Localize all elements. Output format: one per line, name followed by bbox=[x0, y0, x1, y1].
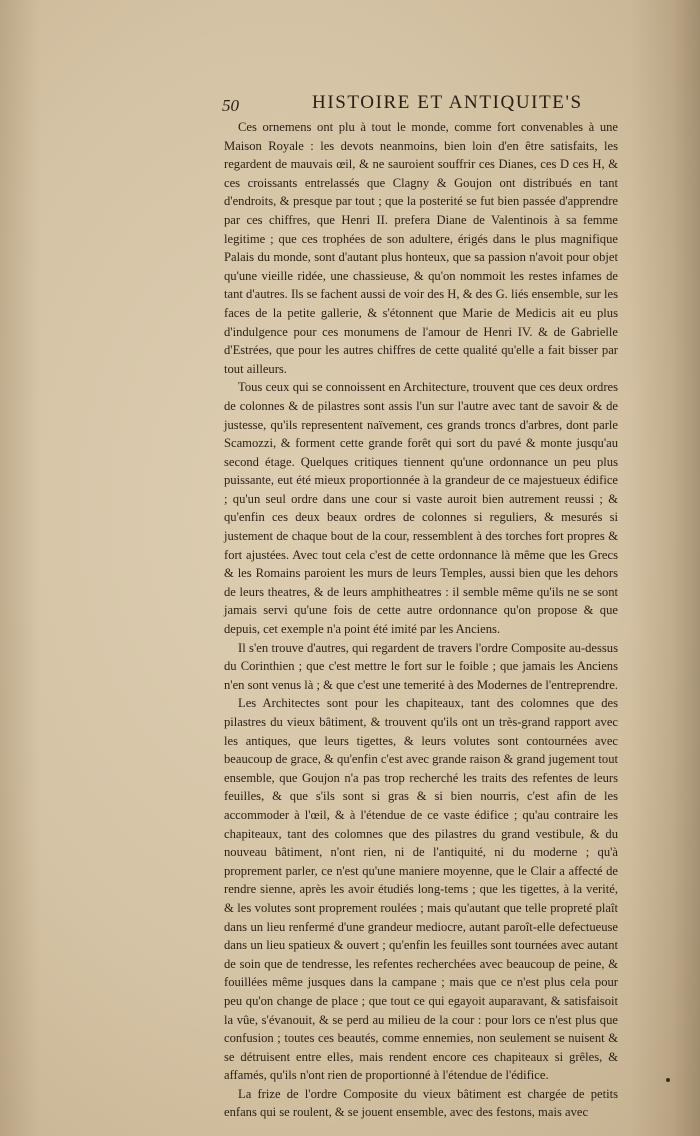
paragraph: Ces ornemens ont plu à tout le monde, comme fort convenables à une Maison Royale : les devots neanmoins, bien loin d'en être satisfaits, les regardent de mauvais œil, & ne sauroient souffrir ces Dianes, ces D ces H, & ces croissants entrelassés que Clagny & Goujon ont distribués en tant d'endroits, & presque par tout ; que la posterité se fut bien passée d'apprendre par ces chiffres, que Henri II. prefera Diane de Valentinois à sa femme legitime ; que ces trophées de son adultere, érigés dans le plus magnifique Palais du monde, sont d'autant plus honteux, que sa passion n'avoit pour objet qu'une vieille ridée, une chassieuse, & qu'on nommoit les restes infames de tant d'autres. Ils se fachent aussi de voir des H, & des G. liés ensemble, sur les faces de la petite gallerie, & s'étonnent que Marie de Medicis ait eu plus d'indulgence pour ces monumens de l'amour de Henri IV. & de Gabrielle d'Estrées, que pour les autres chiffres de cette qualité qu'elle a fait bisser par tout ailleurs. bbox=[224, 120, 618, 376]
page-number: 50 bbox=[222, 96, 239, 115]
paragraph: Tous ceux qui se connoissent en Architecture, trouvent que ces deux ordres de colonnes & de pilastres sont assis l'un sur l'autre avec tant de savoir & de justesse, qu'ils representent naïvement, ces grands troncs d'arbres, dont parle Scamozzi, & forment cette grande forêt qui sort du pavé & monte jusqu'au second étage. Quelques critiques tiennent qu'une ordonnance un peu plus puissante, eut été mieux proportionnée à la grandeur de ce majestueux édifice ; qu'un seul ordre dans une cour si vaste auroit bien autrement reussi ; & qu'enfin ces deux beaux ordres de colonnes si reguliers, & mesurés si justement de chaque bout de la cour, ressemblent à des torches fort propres & fort ajustées. Avec tout cela c'est de cette ordonnance là même que les Grecs & les Romains paroient les murs de leurs Temples, aussi bien que les dehors de leurs theatres, & de leurs amphitheatres : il semble même qu'ils ne se sont jamais servi qu'une fois de cette autre ordonnance qu'on propose & que depuis, cet exemple n'a point été imité par les Anciens. bbox=[224, 380, 618, 637]
page-header bbox=[222, 92, 612, 118]
paragraph: Les Architectes sont pour les chapiteaux, tant des colomnes que des pilastres du vieux bâtiment, & trouvent qu'ils ont un très-grand rapport avec les antiques, que leurs tigettes, & leurs volutes sont contournées avec beaucoup de grace, & qu'enfin c'est avec grande raison & grand jugement tout ensemble, que Goujon n'a pas trop recherché les traits des refentes de leurs feuilles, & que s'ils sont si gras & si bien nourris, c'est afin de les accommoder à l'œil, & à l'étendue de ce vaste édifice ; qu'au contraire les chapiteaux, tant des colomnes que des pilastres du grand vestibule, & du nouveau bâtiment, n'ont rien, ni de l'antiquité, ni du moderne ; qu'à proprement parler, ce n'est qu'une maniere moyenne, que le Clair a affecté de rendre sienne, après les avoir étudiés long-tems ; que les tigettes, à la verité, & les volutes sont proprement roulées ; mais qu'autant que telle propreté plaît dans un lieu renfermé d'une grandeur mediocre, autant paroît-elle defectueuse dans un lieu spatieux & ouvert ; qu'enfin les feuilles sont tournées avec autant de soin que de tendresse, les refentes recherchées avec beaucoup de peine, & fouillées même jusques dans la campane ; mais que ce n'est plus cela pour peu qu'on change de place ; que tout ce qui egayoit auparavant, & satisfaisoit la vûe, s'évanouit, & se perd au milieu de la cour : pour lors ce n'est plus que confusion ; toutes ces beautés, comme ennemies, non seulement se nuisent & se détruisent entre elles, mais rendent encore ces chapiteaux si grêles, & affamés, qu'ils n'ont rien de proportionné à l'étendue de l'édifice. bbox=[224, 696, 618, 1083]
paragraph: Il s'en trouve d'autres, qui regardent de travers l'ordre Composite au-dessus du Corinthien ; que c'est mettre le fort sur le foible ; que jamais les Anciens n'en sont venus là ; & que c'est une temerité à des Modernes de l'entreprendre. bbox=[224, 640, 618, 692]
page-edge-shading bbox=[0, 0, 40, 1136]
body-text bbox=[224, 118, 618, 1122]
running-title: HISTOIRE ET ANTIQUITE'S bbox=[312, 92, 583, 113]
binding-gutter-shadow bbox=[630, 0, 700, 1136]
ink-speck bbox=[666, 1078, 670, 1082]
paragraph: La frize de l'ordre Composite du vieux bâtiment est chargée de petits enfans qui se roulent, & se jouent ensemble, avec des festons, mais avec bbox=[224, 1086, 618, 1120]
